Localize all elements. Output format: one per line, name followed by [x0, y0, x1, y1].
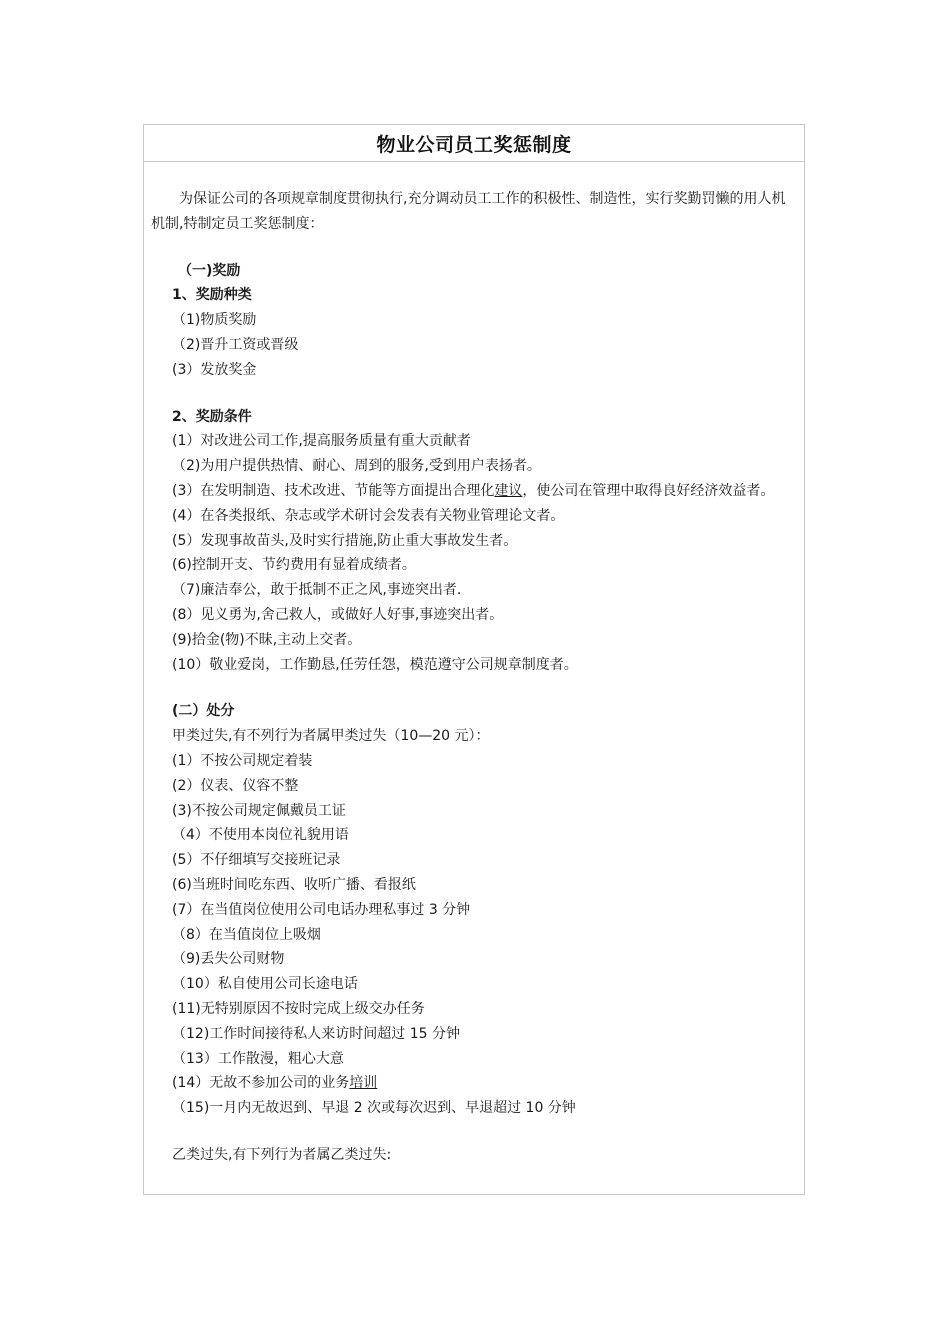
suggestion-link[interactable]: 建议: [494, 482, 523, 499]
class-a-item: (3)不按公司规定佩戴员工证: [172, 802, 346, 819]
training-link[interactable]: 培训: [349, 1075, 378, 1092]
class-a-item: （9)丢失公司财物: [172, 951, 285, 968]
reward-condition-item: (9)拾金(物)不昧,主动上交者。: [172, 631, 362, 648]
class-a-item: (7）在当值岗位使用公司电话办理私事过 3 分钟: [172, 901, 471, 918]
reward-types-heading: 1、奖励种类: [172, 287, 252, 304]
document-body: [144, 162, 804, 1168]
condition3-text-before: (3）在发明制造、技术改进、节能等方面提出合理化: [172, 482, 495, 499]
document-title: 物业公司员工奖惩制度: [376, 133, 572, 156]
reward-condition-item: (4）在各类报纸、杂志或学术研讨会发表有关物业管理论文者。: [172, 507, 565, 524]
class-a-item: (11)无特别原因不按时完成上级交办任务: [172, 1000, 425, 1017]
reward-condition-item: (10）敬业爱岗，工作勤恳,任劳任怨，模范遵守公司规章制度者。: [172, 656, 578, 673]
intro-paragraph: 为保证公司的各项规章制度贯彻执行,充分调动员工工作的积极性、制造性，实行奖勤罚懒的用人机机制,特制定员工奖惩制度：: [151, 191, 786, 232]
class-a-item: （12)工作时间接待私人来访时间超过 15 分钟: [172, 1025, 460, 1042]
reward-heading: （一)奖励: [178, 262, 241, 279]
class-a-item: [151, 1071, 796, 1096]
reward-condition-item: （7)廉洁奉公，敢于抵制不正之风,事迹突出者.: [172, 582, 462, 599]
reward-condition-item: (1）对改进公司工作,提高服务质量有重大贡献者: [172, 433, 471, 450]
class-a-item: (1）不按公司规定着装: [172, 752, 313, 769]
class-a-item: （8）在当值岗位上吸烟: [172, 926, 321, 943]
class-a-item: (5）不仔细填写交接班记录: [172, 852, 341, 869]
reward-condition-item: (6)控制开支、节约费用有显着成绩者。: [172, 557, 416, 574]
reward-condition-item: [151, 479, 796, 504]
reward-conditions-heading: 2、奖励条件: [172, 408, 252, 425]
reward-type-item: （1)物质奖励: [172, 312, 257, 329]
class-a-item: (2）仪表、仪容不整: [172, 777, 299, 794]
reward-condition-item: （2)为用户提供热情、耐心、周到的服务,受到用户表扬者。: [172, 458, 541, 475]
class-a-item: （13）工作散漫，粗心大意: [172, 1050, 344, 1067]
punishment-heading: (二）处分: [172, 703, 235, 720]
item14-text-before: (14）无故不参加公司的业务: [172, 1075, 350, 1092]
reward-condition-item: (5）发现事故苗头,及时实行措施,防止重大事故发生者。: [172, 532, 518, 549]
reward-type-item: (3）发放奖金: [172, 361, 257, 378]
spacer: [151, 383, 796, 405]
spacer: [151, 237, 796, 259]
class-a-item: （4）不使用本岗位礼貌用语: [172, 827, 349, 844]
reward-type-item: （2)晋升工资或晋级: [172, 336, 299, 353]
document-frame: [143, 124, 805, 1195]
reward-condition-item: (8）见义勇为,舍己救人，或做好人好事,事迹突出者。: [172, 606, 504, 623]
class-a-item: （15)一月内无故迟到、早退 2 次或每次迟到、早退超过 10 分钟: [172, 1100, 576, 1117]
class-a-item: (6)当班时间吃东西、收听广播、看报纸: [172, 876, 416, 893]
class-a-item: （10）私自使用公司长途电话: [172, 976, 358, 993]
spacer: [151, 1121, 796, 1143]
class-b-intro: 乙类过失,有下列行为者属乙类过失:: [172, 1146, 392, 1163]
class-a-intro: 甲类过失,有不列行为者属甲类过失（10—20 元）：: [172, 728, 490, 745]
title-row: [144, 125, 804, 162]
spacer: [151, 677, 796, 699]
condition3-text-after: ，使公司在管理中取得良好经济效益者。: [522, 482, 775, 499]
